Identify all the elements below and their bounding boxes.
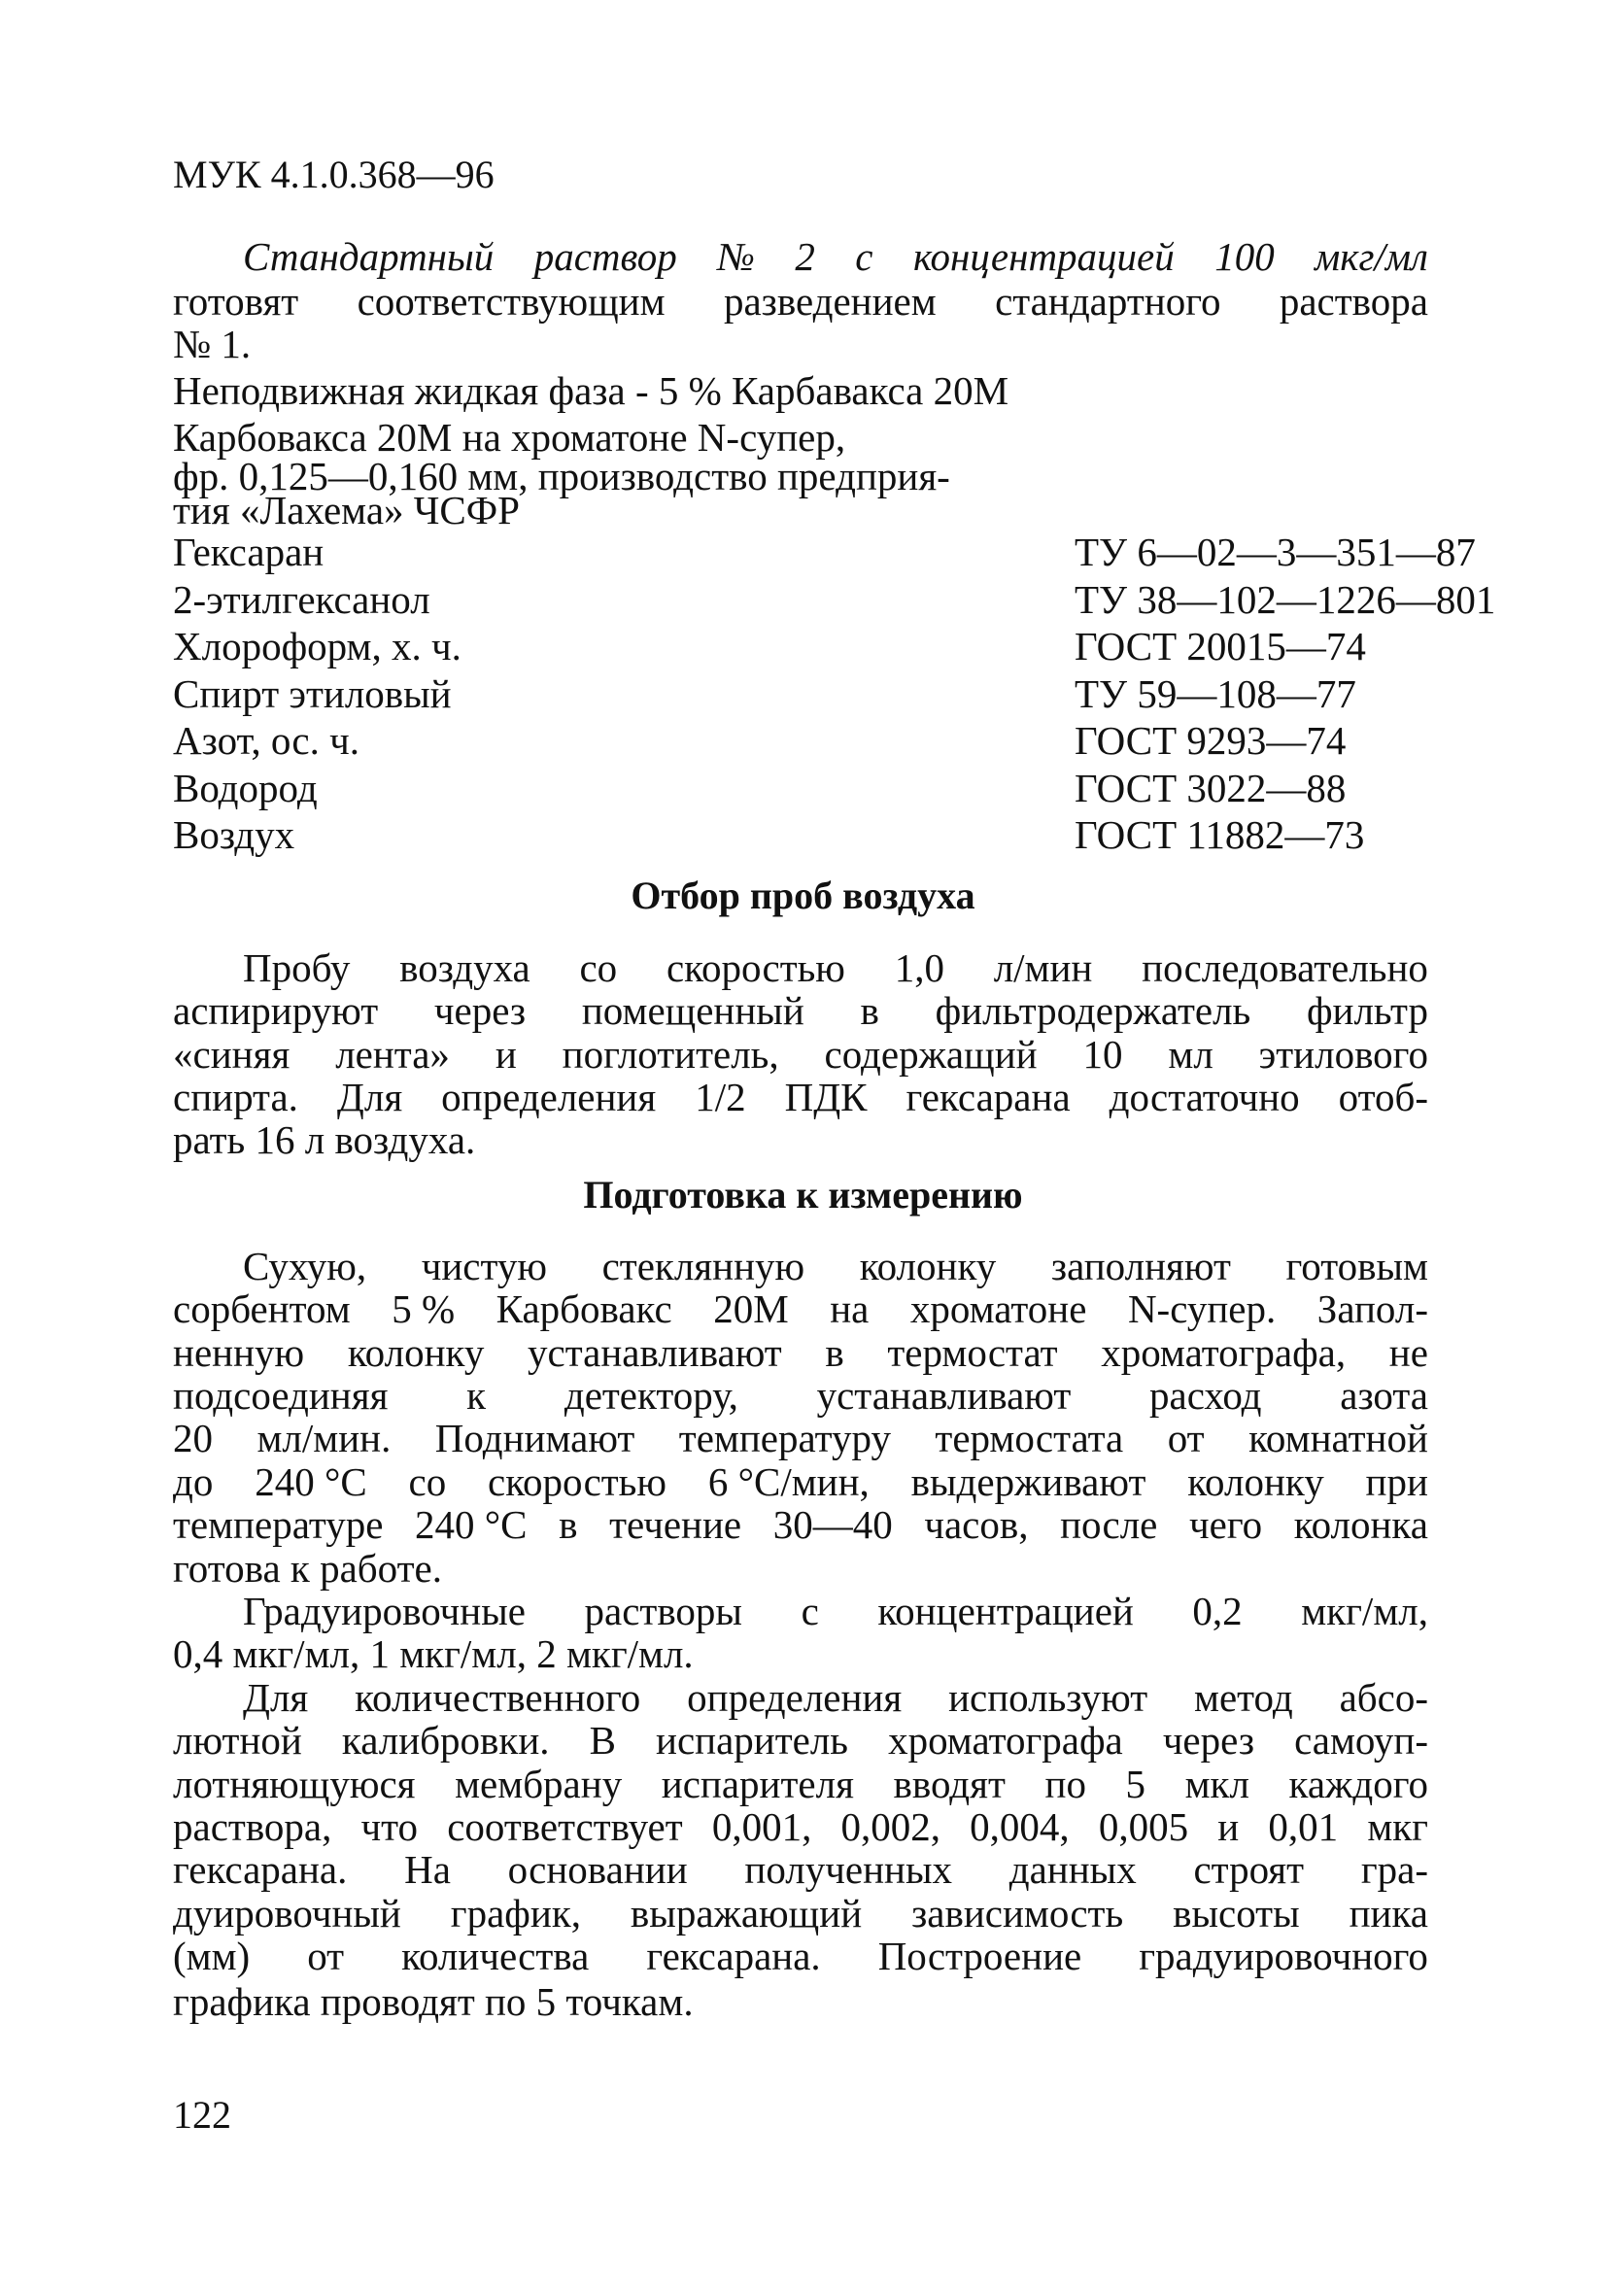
word: испарителя (661, 1762, 854, 1806)
word: Сухую, (243, 1244, 367, 1288)
word: колонка (1293, 1502, 1428, 1547)
measurement-para3-line (173, 1936, 1428, 1976)
word: N-супер. (1127, 1286, 1277, 1331)
word: раствора, (173, 1804, 332, 1849)
measurement-para3-line (173, 1891, 1428, 1936)
word: дуировочный (173, 1891, 401, 1936)
word: соответствует (447, 1804, 683, 1849)
word: стеклянную (601, 1244, 805, 1288)
word: до (173, 1459, 214, 1504)
word: скоростью (488, 1459, 667, 1504)
section-measurement-para3-last: графика проводят по 5 точкам. (173, 1979, 694, 2024)
word: сорбентом (173, 1286, 351, 1331)
measurement-para3-line (173, 1804, 1428, 1849)
word: и (1217, 1804, 1240, 1849)
word: 240 °С (255, 1459, 367, 1504)
word: устанавливают (528, 1330, 782, 1375)
word: термостата (935, 1416, 1124, 1460)
word: (мм) (173, 1934, 251, 1978)
reagent-standard: ГОСТ 9293—74 (1075, 718, 1347, 763)
measurement-para3-line (173, 1847, 1428, 1892)
word: концентрацией (877, 1589, 1134, 1633)
word: с (855, 234, 873, 279)
measurement-para1-line (243, 1244, 1428, 1288)
reagent-name: Азот, ос. ч. (173, 718, 359, 763)
word: гексарана. (173, 1847, 348, 1892)
word: испаритель (656, 1718, 848, 1763)
word: через (433, 988, 527, 1033)
measurement-para1-line (173, 1459, 1428, 1504)
word: строят (1193, 1847, 1305, 1892)
word: хроматографа (888, 1718, 1123, 1763)
intro-line-2 (173, 279, 1428, 324)
reagent-standard: ТУ 6—02—3—351—87 (1075, 530, 1476, 574)
section-heading-measurement-prep: Подготовка к измерению (583, 1173, 1023, 1217)
word: температуре (173, 1502, 384, 1547)
reagent-standard: ТУ 38—102—1226—801 (1075, 577, 1496, 622)
air-sampling-line (173, 1075, 1428, 1119)
word: от (1167, 1416, 1205, 1460)
word: раствор (533, 234, 677, 279)
word: гексарана. (646, 1934, 821, 1978)
word: хроматоне (909, 1286, 1087, 1331)
word: поглотитель, (562, 1032, 779, 1077)
word: 2 (795, 234, 815, 279)
document-code: МУК 4.1.0.368—96 (173, 153, 495, 196)
word: со (579, 945, 618, 990)
word: скоростью (666, 945, 845, 990)
word: определения (441, 1075, 657, 1119)
word: «синяя (173, 1032, 290, 1077)
word: через (1162, 1718, 1255, 1763)
reagent-standard: ГОСТ 20015—74 (1075, 624, 1366, 668)
word: ПДК (784, 1075, 868, 1119)
word: 0,001, (711, 1804, 812, 1849)
word: этилового (1258, 1032, 1428, 1077)
word: готовят (173, 279, 299, 324)
reagent-name: Воздух (173, 812, 295, 857)
fraction-line: фр. 0,125—0,160 мм, производство предприя- (173, 454, 950, 498)
word: спирта. (173, 1075, 298, 1119)
measurement-para1-line (173, 1416, 1428, 1460)
word: мкл (1184, 1762, 1249, 1806)
word: термостат (887, 1330, 1058, 1375)
word: помещенный (581, 988, 804, 1033)
word: аспирируют (173, 988, 379, 1033)
section-heading-air-sampling: Отбор проб воздуха (631, 874, 975, 917)
intro-line-3: № 1. (173, 322, 252, 366)
word: по (1044, 1762, 1086, 1806)
word: раствора (1279, 279, 1428, 324)
word: Стандартный (243, 234, 495, 279)
word: л/мин (993, 945, 1093, 990)
page-number: 122 (173, 2093, 231, 2137)
word: на (830, 1286, 870, 1331)
measurement-para1-line (173, 1330, 1428, 1375)
word: 10 (1082, 1032, 1123, 1077)
word: 0,005 (1098, 1804, 1189, 1849)
reagent-name: Водород (173, 766, 318, 810)
word: фильтродержатель (935, 988, 1251, 1033)
word: 0,2 (1192, 1589, 1243, 1633)
word: лютной (173, 1718, 302, 1763)
word: выражающий (630, 1891, 863, 1936)
intro-line-1 (243, 234, 1428, 279)
word: В (589, 1718, 616, 1763)
section-measurement-para2-last: 0,4 мкг/мл, 1 мкг/мл, 2 мкг/мл. (173, 1631, 694, 1676)
word: мкг (1367, 1804, 1428, 1849)
reagent-standard: ГОСТ 11882—73 (1075, 812, 1365, 857)
word: детектору, (564, 1373, 738, 1418)
word: 30—40 (772, 1502, 893, 1547)
word: стандартного (995, 279, 1221, 324)
word: градуировочного (1139, 1934, 1428, 1978)
measurement-para3-line (173, 1762, 1428, 1806)
word: готовым (1285, 1244, 1428, 1288)
word: гексарана (906, 1075, 1071, 1119)
word: 100 (1214, 234, 1275, 279)
word: заполняют (1050, 1244, 1231, 1288)
word: хроматографа, (1101, 1330, 1347, 1375)
reagent-name: Гексаран (173, 530, 325, 574)
word: часов, (924, 1502, 1029, 1547)
measurement-para1-line (173, 1373, 1428, 1418)
word: высоты (1173, 1891, 1300, 1936)
word: мл/мин. (256, 1416, 392, 1460)
word: и (495, 1032, 517, 1077)
air-sampling-line (243, 945, 1428, 990)
word: 0,004, (970, 1804, 1070, 1849)
reagent-name: Спирт этиловый (173, 671, 452, 716)
word: в (559, 1502, 578, 1547)
section-measurement-para1-last: готова к работе. (173, 1546, 442, 1591)
word: колонку (347, 1330, 485, 1375)
word: к (466, 1373, 487, 1418)
word: после (1060, 1502, 1158, 1547)
word: соответствующим (357, 279, 666, 324)
word: течение (609, 1502, 742, 1547)
air-sampling-line (173, 1032, 1428, 1077)
word: 20 (173, 1416, 213, 1460)
word: определения (687, 1675, 903, 1720)
word: мкг/мл (1315, 234, 1428, 279)
manufacturer-line: тия «Лахема» ЧСФР (173, 488, 520, 532)
word: в (860, 988, 879, 1033)
word: 1/2 (695, 1075, 746, 1119)
word: содержащий (824, 1032, 1038, 1077)
carbowax-line: Карбовакса 20М на хроматоне N-супер, (173, 415, 846, 460)
word: растворы (584, 1589, 742, 1633)
word: разведением (723, 279, 937, 324)
word: Карбовакс (495, 1286, 672, 1331)
word: температуру (678, 1416, 891, 1460)
word: выдерживают (910, 1459, 1146, 1504)
word: калибровки. (341, 1718, 550, 1763)
word: расход (1149, 1373, 1262, 1418)
word: Для (336, 1075, 403, 1119)
measurement-para1-line (173, 1502, 1428, 1547)
word: каждого (1288, 1762, 1428, 1806)
word: подсоединяя (173, 1373, 389, 1418)
word: лента» (335, 1032, 450, 1077)
word: 20М (713, 1286, 789, 1331)
word: устанавливают (816, 1373, 1072, 1418)
word: мл (1168, 1032, 1213, 1077)
word: мембрану (455, 1762, 623, 1806)
word: от (307, 1934, 345, 1978)
word: полученных (744, 1847, 952, 1892)
word: в (825, 1330, 844, 1375)
word: используют (948, 1675, 1148, 1720)
word: 1,0 (894, 945, 944, 990)
word: азота (1340, 1373, 1428, 1418)
word: пика (1349, 1891, 1428, 1936)
word: последовательно (1142, 945, 1428, 990)
word: Запол- (1316, 1286, 1428, 1331)
word: № (717, 234, 755, 279)
word: со (408, 1459, 447, 1504)
section-air-sampling-last-line: рать 16 л воздуха. (173, 1117, 476, 1162)
word: достаточно (1109, 1075, 1300, 1119)
word: не (1388, 1330, 1428, 1375)
word: основании (507, 1847, 688, 1892)
stationary-phase-line: Неподвижная жидкая фаза - 5 % Карбавакса 20М (173, 368, 1009, 413)
word: данных (1008, 1847, 1137, 1892)
word: Поднимают (434, 1416, 635, 1460)
reagent-standard: ГОСТ 3022—88 (1075, 766, 1347, 810)
word: 6 °С/мин, (707, 1459, 870, 1504)
word: комнатной (1248, 1416, 1428, 1460)
word: ненную (173, 1330, 305, 1375)
reagent-name: Хлороформ, х. ч. (173, 624, 461, 668)
word: 0,002, (840, 1804, 940, 1849)
word: Пробу (243, 945, 351, 990)
word: метод (1194, 1675, 1293, 1720)
measurement-para2-line (243, 1589, 1428, 1633)
measurement-para1-line (173, 1286, 1428, 1331)
word: Градуировочные (243, 1589, 526, 1633)
word: график, (450, 1891, 581, 1936)
word: вводят (893, 1762, 1006, 1806)
word: абсо- (1339, 1675, 1428, 1720)
measurement-para3-line (173, 1718, 1428, 1763)
word: с (801, 1589, 819, 1633)
word: самоуп- (1294, 1718, 1428, 1763)
reagent-standard: ТУ 59—108—77 (1075, 671, 1356, 716)
word: количественного (355, 1675, 641, 1720)
word: 240 °С (415, 1502, 528, 1547)
word: что (360, 1804, 419, 1849)
measurement-para3-line (243, 1675, 1428, 1720)
word: количества (401, 1934, 590, 1978)
word: 5 % (392, 1286, 456, 1331)
word: На (404, 1847, 451, 1892)
word: 0,01 (1268, 1804, 1339, 1849)
word: чего (1189, 1502, 1263, 1547)
word: фильтр (1306, 988, 1428, 1033)
word: воздуха (399, 945, 530, 990)
word: чистую (421, 1244, 548, 1288)
word: мкг/мл, (1301, 1589, 1428, 1633)
word: гра- (1360, 1847, 1428, 1892)
reagent-name: 2-этилгексанол (173, 577, 430, 622)
air-sampling-line (173, 988, 1428, 1033)
word: Для (243, 1675, 309, 1720)
word: колонку (1187, 1459, 1324, 1504)
word: лотняющуюся (173, 1762, 416, 1806)
word: Построение (877, 1934, 1082, 1978)
word: зависимость (911, 1891, 1124, 1936)
word: концентрацией (912, 234, 1175, 279)
word: при (1365, 1459, 1428, 1504)
word: отоб- (1338, 1075, 1428, 1119)
word: колонку (859, 1244, 997, 1288)
word: 5 (1125, 1762, 1146, 1806)
